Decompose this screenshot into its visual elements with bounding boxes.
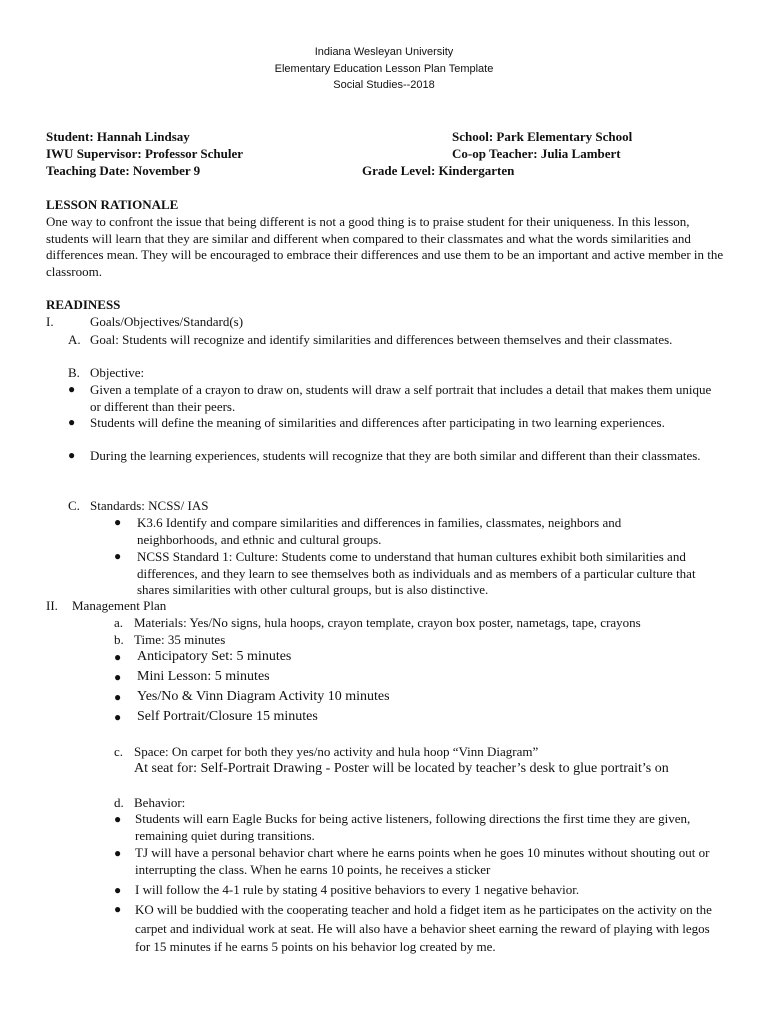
behavior-bullet: TJ will have a personal behavior chart where he earns points when he goes 10 minutes without shouting out or interrupting the class. When he earns 10 points, he receives a sticker: [135, 845, 710, 877]
item-b-lower-label: b.: [114, 632, 124, 647]
bullet-icon: ●: [114, 670, 122, 684]
item-c-lower-label: c.: [114, 744, 124, 759]
bullet-icon: ●: [114, 883, 122, 897]
grade-level: Grade Level: Kindergarten: [362, 163, 515, 178]
template-title: Elementary Education Lesson Plan Template: [274, 63, 494, 75]
subject-year: Social Studies--2018: [333, 79, 435, 91]
objective-bullet: Students will define the meaning of similarities and differences after participating in two learning experiences.: [90, 415, 665, 430]
objective-bullet: Given a template of a crayon to draw on, students will draw a self portrait that includes a detail that makes them unique or different than their peers.: [90, 382, 712, 414]
objective-bullet: During the learning experiences, students will recognize that they are both similar and different than their classmates.: [90, 448, 701, 463]
supervisor-name: IWU Supervisor: Professor Schuler: [46, 146, 244, 161]
space-text: Space: On carpet for both they yes/no activity and hula hoop “Vinn Diagram”: [134, 744, 539, 759]
readiness-heading: READINESS: [46, 297, 121, 312]
section-ii-title: Management Plan: [72, 598, 167, 613]
behavior-label: Behavior:: [134, 795, 186, 810]
rationale-heading: LESSON RATIONALE: [46, 197, 179, 212]
standards-label: Standards: NCSS/ IAS: [90, 498, 209, 513]
behavior-bullet: I will follow the 4-1 rule by stating 4 positive behaviors to every 1 negative behavior.: [135, 882, 580, 897]
school-name: School: Park Elementary School: [452, 129, 633, 144]
coop-teacher: Co-op Teacher: Julia Lambert: [452, 146, 621, 161]
goal-text: Goal: Students will recognize and identify similarities and differences between themselves and their classmates.: [90, 332, 673, 347]
behavior-bullet: Students will earn Eagle Bucks for being active listeners, following directions the first time they are given, remaining quiet during transitions.: [135, 811, 691, 843]
bullet-icon: ●: [114, 812, 122, 826]
bullet-icon: ●: [114, 846, 122, 860]
university-name: Indiana Wesleyan University: [314, 46, 454, 58]
item-a-lower-label: a.: [114, 615, 124, 630]
bullet-icon: ●: [114, 690, 122, 704]
section-i-title: Goals/Objectives/Standard(s): [90, 314, 244, 329]
teaching-date: Teaching Date: November 9: [46, 163, 201, 178]
materials-text: Materials: Yes/No signs, hula hoops, crayon template, crayon box poster, nametags, tape, crayons: [134, 615, 641, 630]
rationale-text: One way to confront the issue that being different is not a good thing is to praise student for their uniqueness. In this lesson, students will learn that they are similar and different when compared to their classmates and what the words similarities and differences mean. They will be encouraged to embrace their differences and use them to be an important and active member in the classroom.: [46, 214, 724, 279]
bullet-icon: ●: [114, 902, 122, 916]
behavior-bullet: KO will be buddied with the cooperating teacher and hold a fidget item as he participates on the activity on the carpet and individual work at seat. He will also have a behavior sheet earning the reward of playing with legos for 15 minutes if he earns 5 points on his behavior log created by me.: [135, 902, 712, 954]
item-a-label: A.: [68, 332, 81, 347]
item-d-lower-label: d.: [114, 795, 124, 810]
standard-bullet: K3.6 Identify and compare similarities and differences in families, classmates, neighbors and neighborhoods, and ethnic and cultural groups.: [137, 515, 622, 547]
section-i-number: I.: [46, 314, 54, 329]
time-item: Anticipatory Set: 5 minutes: [137, 649, 292, 664]
time-item: Mini Lesson: 5 minutes: [137, 669, 270, 684]
student-name: Student: Hannah Lindsay: [46, 129, 190, 144]
bullet-icon: ●: [114, 549, 122, 563]
bullet-icon: ●: [68, 382, 76, 396]
bullet-icon: ●: [68, 448, 76, 462]
bullet-icon: ●: [114, 710, 122, 724]
item-c-label: C.: [68, 498, 80, 513]
objective-label: Objective:: [90, 365, 145, 380]
time-item: Yes/No & Vinn Diagram Activity 10 minutes: [137, 689, 390, 704]
bullet-icon: ●: [114, 650, 122, 664]
section-ii-number: II.: [46, 598, 58, 613]
bullet-icon: ●: [114, 515, 122, 529]
standard-bullet: NCSS Standard 1: Culture: Students come to understand that human cultures exhibit both similarities and differences, and they learn to see themselves both as individuals and as members of a particular culture that shares similarities with other cultural groups, but is also distinctive.: [137, 549, 696, 598]
item-b-label: B.: [68, 365, 80, 380]
time-item: Self Portrait/Closure 15 minutes: [137, 709, 318, 724]
bullet-icon: ●: [68, 415, 76, 429]
space-text-seat: At seat for: Self-Portrait Drawing - Poster will be located by teacher’s desk to glue portrait’s on: [134, 761, 669, 776]
time-text: Time: 35 minutes: [134, 632, 226, 647]
